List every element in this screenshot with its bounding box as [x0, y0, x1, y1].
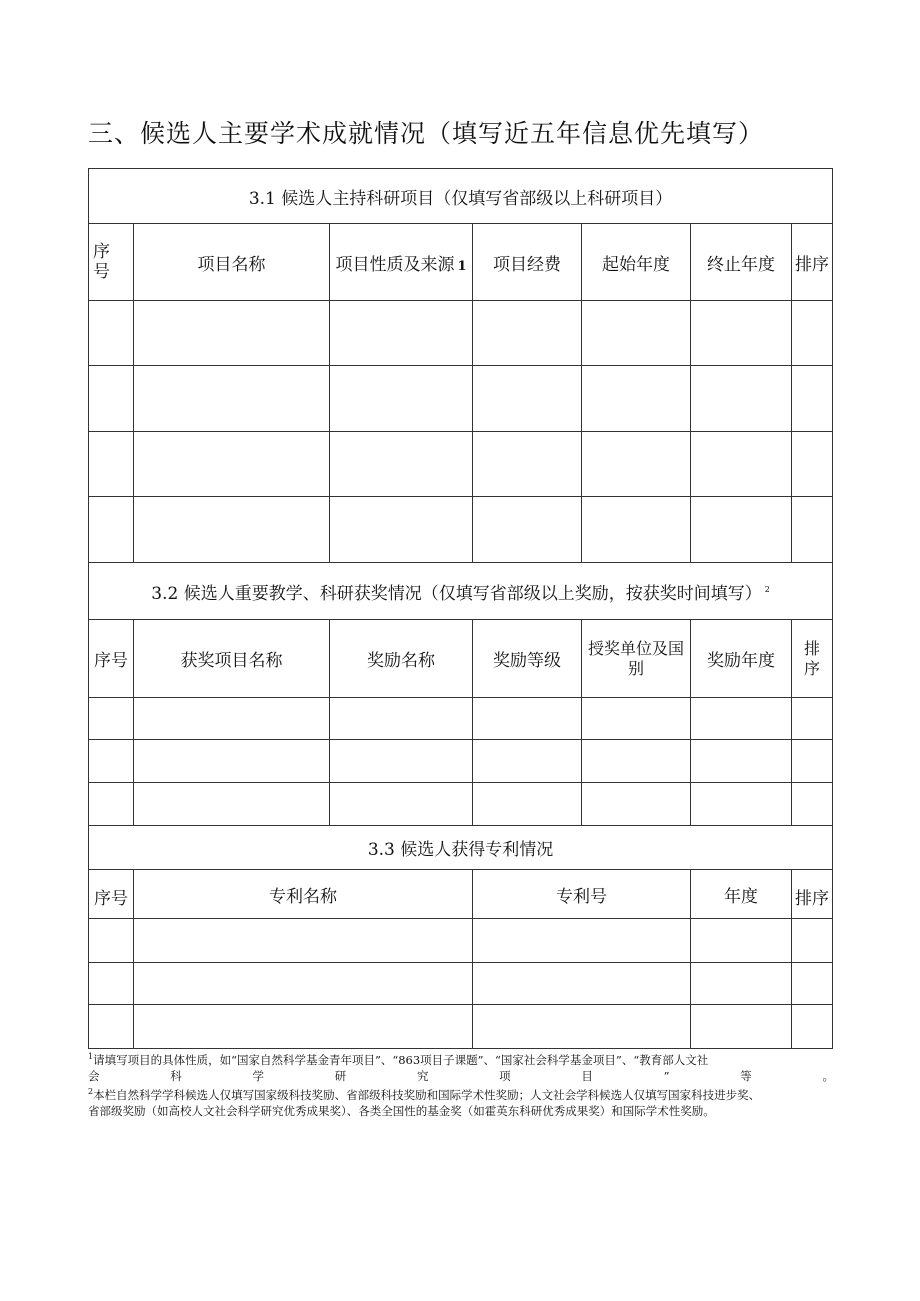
footnote-1-line1: $^1$请填写项目的具体性质，如“国家自然科学基金青年项目”、“863项目子课题”、“国家社会科学基金项目”、“教育部人文社 [88, 1052, 709, 1067]
section3-title-row [89, 826, 833, 870]
table-cell[interactable] [582, 301, 691, 366]
header-rank: 排序 [792, 224, 833, 301]
header-patent-name: 专利名称 [134, 870, 473, 919]
table-cell[interactable] [691, 301, 792, 366]
section2-header-row [89, 620, 833, 698]
table-cell[interactable] [134, 963, 473, 1005]
header-project-funding: 项目经费 [473, 224, 582, 301]
table-cell[interactable] [792, 740, 833, 783]
section1-title: 3.1 候选人主持科研项目（仅填写省部级以上科研项目） [89, 169, 833, 224]
table-cell[interactable] [134, 740, 330, 783]
table-row [89, 1005, 833, 1049]
table-cell[interactable] [330, 497, 473, 563]
table-cell[interactable] [582, 432, 691, 497]
table-cell[interactable] [134, 301, 330, 366]
table-cell[interactable] [134, 783, 330, 826]
header-rank: 排序 [792, 870, 833, 919]
achievements-table [88, 168, 833, 1049]
table-cell[interactable] [134, 366, 330, 432]
table-row [89, 301, 833, 366]
header-seq: 序号 [89, 870, 134, 919]
table-cell[interactable] [792, 366, 833, 432]
table-cell[interactable] [330, 698, 473, 740]
table-cell[interactable] [134, 919, 473, 963]
table-cell[interactable] [330, 366, 473, 432]
table-cell[interactable] [89, 432, 134, 497]
table-row [89, 698, 833, 740]
table-cell[interactable] [89, 783, 134, 826]
table-cell[interactable] [582, 783, 691, 826]
table-cell[interactable] [691, 432, 792, 497]
table-cell[interactable] [582, 740, 691, 783]
table-cell[interactable] [473, 783, 582, 826]
table-cell[interactable] [473, 497, 582, 563]
header-rank: 排序 [792, 620, 833, 698]
header-seq [89, 224, 134, 301]
table-row [89, 497, 833, 563]
header-award-year: 奖励年度 [691, 620, 792, 698]
header-project-name: 项目名称 [134, 224, 330, 301]
table-cell[interactable] [89, 1005, 134, 1049]
table-cell[interactable] [330, 783, 473, 826]
table-cell[interactable] [330, 740, 473, 783]
table-row [89, 740, 833, 783]
table-cell[interactable] [792, 919, 833, 963]
table-cell[interactable] [134, 432, 330, 497]
table-cell[interactable] [792, 963, 833, 1005]
footnotes [88, 1049, 834, 1119]
table-cell[interactable] [691, 740, 792, 783]
table-cell[interactable] [89, 366, 134, 432]
page-title: 三、候选人主要学术成就情况（填写近五年信息优先填写） [88, 119, 765, 148]
table-cell[interactable] [691, 783, 792, 826]
table-cell[interactable] [473, 740, 582, 783]
table-row [89, 366, 833, 432]
header-award-level: 奖励等级 [473, 620, 582, 698]
table-cell[interactable] [792, 497, 833, 563]
section3-header-row [89, 870, 833, 919]
table-cell[interactable] [330, 432, 473, 497]
table-cell[interactable] [582, 698, 691, 740]
table-cell[interactable] [330, 301, 473, 366]
table-cell[interactable] [473, 301, 582, 366]
table-cell[interactable] [134, 698, 330, 740]
table-row [89, 963, 833, 1005]
table-row [89, 919, 833, 963]
header-seq-label: 序号 [93, 242, 110, 282]
table-row [89, 783, 833, 826]
footnote-1-line2: 会 科 学 研 究 项 目 ” 等 。 [88, 1068, 834, 1083]
table-cell[interactable] [792, 301, 833, 366]
header-award-unit: 授奖单位及国别 [582, 620, 691, 698]
table-cell[interactable] [89, 740, 134, 783]
table-cell[interactable] [582, 497, 691, 563]
table-cell[interactable] [582, 366, 691, 432]
table-cell[interactable] [473, 432, 582, 497]
table-cell[interactable] [691, 366, 792, 432]
footnote-2-line1: $^2$本栏自然科学学科候选人仅填写国家级科技奖励、省部级科技奖励和国际学术性奖励；人文社会学科候选人仅填写国家科技进步奖、 [88, 1086, 761, 1102]
section1-header-row [89, 224, 833, 301]
table-cell[interactable] [792, 1005, 833, 1049]
header-award-name: 奖励名称 [330, 620, 473, 698]
table-cell[interactable] [89, 698, 134, 740]
section2-title: 3.2 候选人重要教学、科研获奖情况（仅填写省部级以上奖励，按获奖时间填写） $^2$ [89, 563, 833, 620]
table-cell[interactable] [792, 698, 833, 740]
section1-title-row [89, 169, 833, 224]
table-cell[interactable] [691, 919, 792, 963]
table-cell[interactable] [89, 497, 134, 563]
table-cell[interactable] [473, 1005, 691, 1049]
section2-title-row [89, 563, 833, 620]
header-start-year: 起始年度 [582, 224, 691, 301]
table-cell[interactable] [792, 432, 833, 497]
section3-title: 3.3 候选人获得专利情况 [89, 826, 833, 870]
table-cell[interactable] [134, 1005, 473, 1049]
table-cell[interactable] [89, 919, 134, 963]
table-row [89, 432, 833, 497]
header-award-project: 获奖项目名称 [134, 620, 330, 698]
header-patent-year: 年度 [691, 870, 792, 919]
table-cell[interactable] [473, 366, 582, 432]
table-cell[interactable] [134, 497, 330, 563]
table-cell[interactable] [473, 698, 582, 740]
footnote-2-line2: 省部级奖励（如高校人文社会科学研究优秀成果奖）、各类全国性的基金奖（如霍英东科研优秀成果奖）和国际学术性奖励。 [88, 1103, 715, 1118]
table-cell[interactable] [473, 919, 691, 963]
table-cell[interactable] [792, 783, 833, 826]
header-end-year: 终止年度 [691, 224, 792, 301]
table-cell[interactable] [691, 1005, 792, 1049]
table-cell[interactable] [691, 698, 792, 740]
table-cell[interactable] [473, 963, 691, 1005]
table-cell[interactable] [89, 301, 134, 366]
header-patent-number: 专利号 [473, 870, 691, 919]
table-cell[interactable] [89, 963, 134, 1005]
header-seq: 序号 [89, 620, 134, 698]
header-project-nature: 项目性质及来源 1 [330, 224, 473, 301]
table-cell[interactable] [691, 497, 792, 563]
table-cell[interactable] [691, 963, 792, 1005]
